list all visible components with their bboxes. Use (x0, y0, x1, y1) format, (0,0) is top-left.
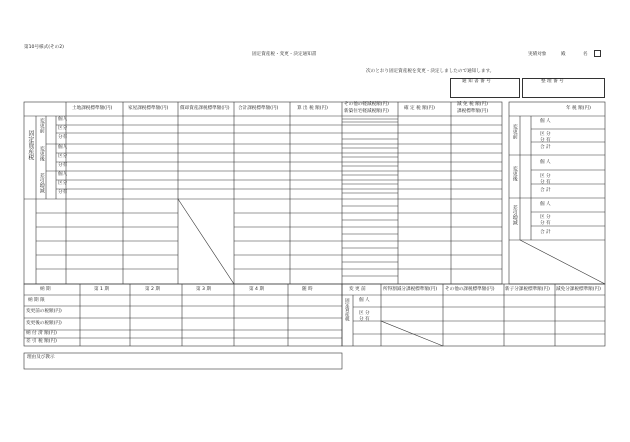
col-header-calculated: 算 出 税 額(円) (297, 106, 328, 111)
col-header-land: 土地課税標準額(円) (72, 106, 113, 111)
row-label-individual: 個人 (58, 172, 68, 177)
right-label-section: 区 分 (540, 215, 551, 220)
change-row-individual: 個 人 (359, 298, 370, 303)
row-label-section: 区分 (58, 126, 68, 131)
right-label-before: 変更前 (511, 124, 518, 139)
change-row-share: 分 有 (359, 317, 370, 322)
row-label-individual: 個人 (58, 145, 68, 150)
right-label-share: 分 有 (540, 180, 551, 185)
row-label-share: 分有 (58, 135, 68, 140)
addressee-prefix: 実績対象 (528, 52, 547, 57)
row-label-diff: 差引増減 (38, 173, 45, 193)
row-after-amount: 変更後の税額(円) (26, 321, 62, 326)
row-label-share: 分有 (58, 163, 68, 168)
row-label-section: 区分 (58, 181, 68, 186)
col-header-confirmed: 確 定 税 額(円) (404, 106, 435, 111)
installment-header: 納 期 (40, 287, 51, 292)
row-paid-amount: 納 付 済 額(円) (26, 331, 57, 336)
right-label-total: 合 計 (540, 188, 551, 193)
form-number: 第10号様式(その2) (24, 45, 64, 50)
col-header-depreciable: 償却資産課税標準額(円) (180, 106, 230, 111)
right-label-individual: 個 人 (540, 119, 551, 124)
row-balance-amount: 差 引 税 額(円) (26, 339, 57, 344)
col-header-total-base: 合計課税標準額(円) (238, 106, 279, 111)
right-label-share: 分 有 (540, 221, 551, 226)
change-col-income: 所得割減分課税標準額(円) (383, 287, 438, 292)
row-label-individual: 個人 (58, 117, 68, 122)
right-panel-header: 年 税 額(円) (566, 106, 591, 111)
addressee-name-label: 名 (583, 52, 588, 57)
change-side-label: 固定資産税 (344, 298, 350, 321)
right-label-after: 変更後 (511, 166, 518, 181)
right-label-individual: 個 人 (540, 202, 551, 207)
row-due-date: 納 期 限 (28, 298, 45, 303)
col-header-new-house-reduction: 新築住宅軽減税額(円) (344, 109, 389, 114)
addressee-suffix: 殿 (561, 52, 566, 57)
row-label-after: 変更後 (38, 146, 45, 161)
period-1: 第 1 期 (94, 287, 110, 292)
period-3: 第 3 期 (196, 287, 212, 292)
right-label-total: 合 計 (540, 230, 551, 235)
row-group-label: 固定資産税 (26, 130, 34, 160)
col-header-exemption: 減 免 税 額(円) (457, 102, 488, 107)
notice-text: 次のとおり固定資産税を変更・決定しましたので通知します。 (366, 69, 495, 74)
period-anytime: 随 時 (302, 287, 313, 292)
notice-number-label: 通 知 書 番 号 (462, 79, 491, 84)
change-col-exempt: 減免分課税標準額(円) (556, 287, 601, 292)
right-label-total: 合 計 (540, 145, 551, 150)
change-col-before: 変 更 前 (349, 287, 366, 292)
ledger-number-label: 整 理 番 号 (541, 79, 564, 84)
right-label-section: 区 分 (540, 132, 551, 137)
period-2: 第 2 期 (145, 287, 161, 292)
row-label-before: 変更前 (38, 118, 45, 133)
page-title: 固定資産税・変更・決定通知書 (252, 52, 317, 57)
right-label-share: 分 有 (540, 138, 551, 143)
row-before-amount: 変更前の税額(円) (26, 309, 62, 314)
right-label-section: 区 分 (540, 174, 551, 179)
remarks-label: 理由及び教示 (27, 355, 55, 360)
col-header-tax-base: 課税標準額(円) (457, 109, 489, 114)
change-col-new: 新子分課税標準額(円) (505, 287, 550, 292)
col-header-other-reduction: その他の軽減税額(円) (344, 102, 389, 107)
row-label-share: 分有 (58, 190, 68, 195)
change-row-section: 区 分 (359, 311, 370, 316)
right-label-diff: 差引増減 (511, 205, 518, 225)
row-label-section: 区分 (58, 154, 68, 159)
right-label-individual: 個 人 (540, 160, 551, 165)
period-4: 第 4 期 (249, 287, 265, 292)
col-header-house: 家屋課税標準額(円) (128, 106, 169, 111)
change-col-other: その他の課税標準額(円) (445, 287, 495, 292)
